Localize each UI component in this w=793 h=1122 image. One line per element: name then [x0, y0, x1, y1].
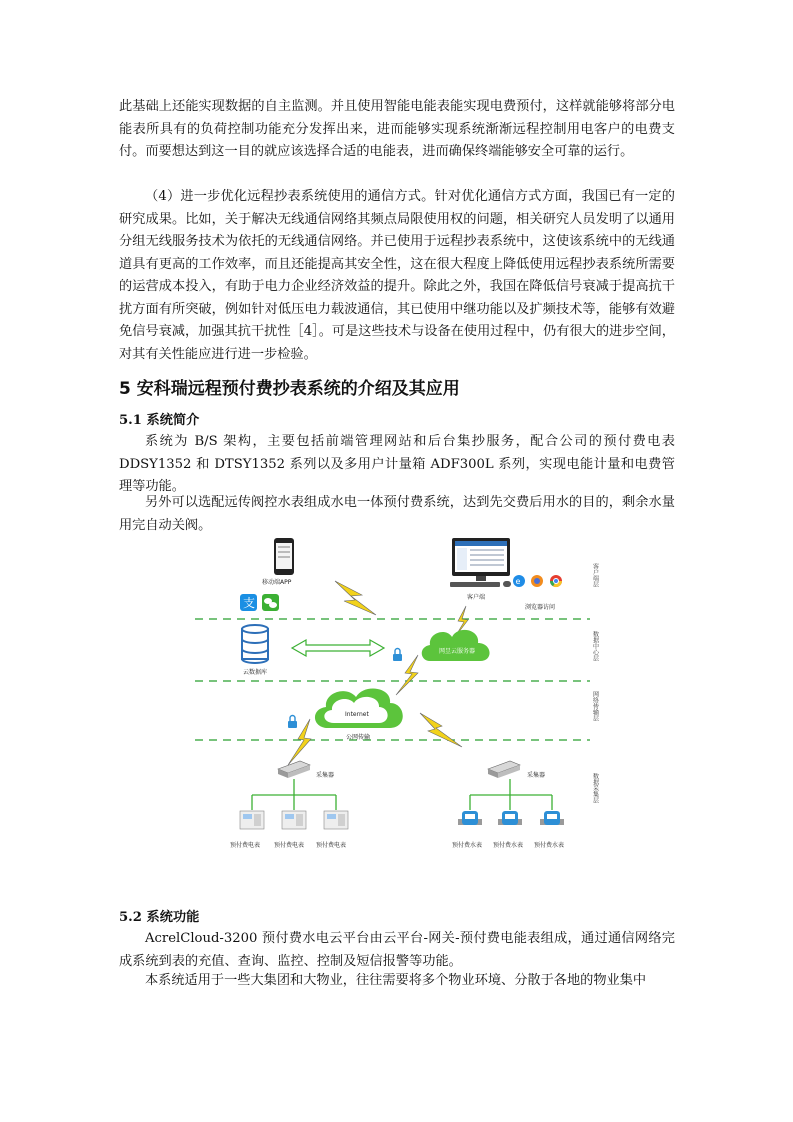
internet-label: Internet: [345, 711, 369, 718]
browser-firefox-icon: [531, 575, 543, 587]
mobile-app-label: 移动端APP: [262, 579, 292, 586]
cloud-db-label: 云数据库: [243, 669, 268, 676]
layer-label-collection: 数据采集层: [591, 773, 599, 803]
collector-right-label: 采集器: [527, 772, 546, 779]
bus-lines-right: [470, 779, 552, 810]
lock-icon: [288, 716, 297, 729]
section-heading-5-2: 5.2 系统功能: [119, 910, 200, 925]
electric-meter-icon: [282, 811, 306, 829]
section-heading-5-1: 5.1 系统简介: [119, 413, 200, 428]
collector-left-label: 采集器: [316, 772, 335, 779]
lock-icon: [393, 649, 402, 662]
bidirectional-arrow-icon: [292, 640, 384, 656]
browser-chrome-icon: [550, 575, 562, 587]
cloud-server-label: 网昱云服务器: [439, 648, 476, 655]
lightning-icon: [335, 581, 376, 615]
mobile-phone-icon: [274, 538, 294, 575]
water-meter-label-2: 预付费水表: [493, 842, 524, 849]
wechat-icon: [262, 594, 279, 611]
water-meter-icon: [540, 811, 564, 825]
layer-label-data-center: 数据中心层: [591, 631, 599, 661]
computer-icon: [450, 538, 511, 587]
public-transport-label: 公网传输: [346, 734, 371, 741]
bus-lines-left: [252, 779, 336, 810]
paragraph-intro: 此基础上还能实现数据的自主监测。并且使用智能电能表能实现电费预付，这样就能够将部分电能表所具有的负荷控制功能充分发挥出来，进而能够实现系统渐渐远程控制用电客户的电费支付。而要想达到这一目的就应该选择合适的电能表，进而确保终端能够安全可靠的运行。: [119, 99, 675, 159]
system-architecture-diagram: [180, 533, 630, 863]
lightning-icon: [420, 713, 462, 747]
elec-meter-label-1: 预付费电表: [230, 842, 261, 849]
paragraph-cloud-platform: AcrelCloud-3200 预付费水电云平台由云平台-网关-预付费电能表组成，通过通信网络完成系统到表的充值、查询、监控、控制及短信报警等功能。: [119, 931, 675, 969]
water-meter-icon: [458, 811, 482, 825]
collector-icon: [278, 761, 310, 778]
water-meter-icon: [498, 811, 522, 825]
cloud-database-icon: [242, 625, 268, 663]
collector-icon: [488, 761, 520, 778]
paragraph-system-intro: 系统为 B/S 架构，主要包括前端管理网站和后台集抄服务，配合公司的预付费电表 DDSY1352 和 DTSY1352 系列以及多用户计量箱 ADF300L 系列，实现电能计量和电费管理等功能。: [119, 434, 675, 494]
section-heading-5: 5 安科瑞远程预付费抄表系统的介绍及其应用: [119, 379, 460, 399]
layer-label-client: 客户端层: [591, 563, 599, 587]
layer-label-network: 网络传输层: [591, 691, 599, 721]
paragraph-water-option: 另外可以选配远传阀控水表组成水电一体预付费系统，达到先交费后用水的目的，剩余水量用完自动关阀。: [119, 495, 675, 533]
electric-meter-icon: [324, 811, 348, 829]
alipay-icon: [240, 594, 257, 611]
svg-text:支: 支: [243, 596, 256, 610]
paragraph-communication: （4）进一步优化远程抄表系统使用的通信方式。针对优化通信方式方面，我国已有一定的研究成果。比如，关于解决无线通信网络其频点局限使用权的问题，相关研究人员发明了以通用分组无线服务技术为依托的无线通信网络。并已使用于远程抄表系统中，这使该系统中的无线通道具有更高的工作效率，而且还能提高其安全性，这在很大程度上降低使用远程抄表系统所需要的运营成本投入，有助于电力企业经济效益的提升。除此之外，我国在降低信号衰减于提高抗干扰方面有所突破，例如针对低压电力载波通信，其已使用中继功能以及扩频技术等，能够有效避免信号衰减，加强其抗干扰性［4］。可是这些技术与设备在使用过程中，仍有很大的进步空间，对其有关性能应进行进一步检验。: [119, 189, 675, 362]
elec-meter-label-3: 预付费电表: [316, 842, 347, 849]
browser-access-label: 浏览器访问: [525, 604, 556, 611]
browser-ie-icon: [513, 575, 525, 587]
electric-meter-icon: [240, 811, 264, 829]
svg-text:e: e: [515, 577, 521, 586]
water-meter-label-3: 预付费水表: [534, 842, 565, 849]
water-meter-label-1: 预付费水表: [452, 842, 483, 849]
internet-cloud-icon: [315, 688, 403, 728]
paragraph-applicability: 本系统适用于一些大集团和大物业，往往需要将多个物业环境、分散于各地的物业集中: [145, 973, 647, 988]
elec-meter-label-2: 预付费电表: [274, 842, 305, 849]
cloud-server-icon: [422, 630, 490, 661]
client-label: 客户端: [467, 594, 486, 601]
